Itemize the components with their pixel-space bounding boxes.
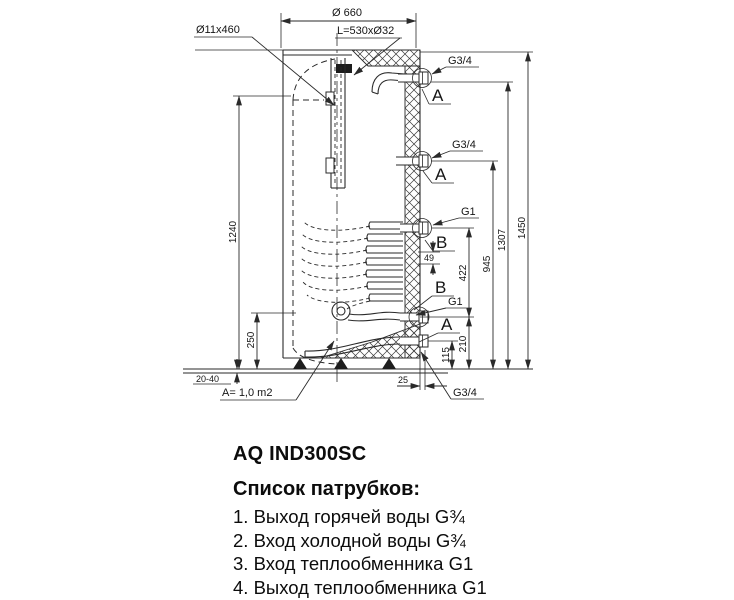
- port4-thread-label: G1: [448, 296, 463, 308]
- outlet-tube-label: L=530xØ32: [337, 25, 395, 37]
- heat-exchanger-coil: [301, 222, 403, 320]
- dim-port2-height: 945: [482, 255, 493, 273]
- coil-area-label: A= 1,0 m2: [222, 387, 273, 399]
- support-feet: [293, 358, 396, 369]
- port2-thread-label: G3/4: [452, 139, 476, 151]
- top-diameter-label: Ø 660: [332, 7, 362, 19]
- port5-view-label: A: [441, 315, 453, 334]
- dim-coil-bottom-height: 250: [246, 331, 257, 349]
- ground-lines: [183, 369, 533, 373]
- pipe-list-item-1: 1. Выход горячей воды G¾: [233, 506, 465, 527]
- left-dimensions: [193, 96, 334, 400]
- anode-dim-label: Ø11x460: [196, 24, 240, 36]
- pipe-list-item-3: 3. Вход теплообменника G1: [233, 553, 474, 574]
- pipe-list-item-4: 4. Выход теплообменника G1: [233, 576, 487, 598]
- port4-view-label: B: [435, 278, 447, 297]
- port1-view-label: A: [432, 86, 444, 105]
- port3-view-label: B: [436, 233, 448, 252]
- dim-port5-height: 115: [441, 347, 452, 363]
- anode-tube: [326, 58, 352, 188]
- port2-view-label: A: [435, 165, 447, 184]
- model-name: AQ IND300SC: [233, 443, 367, 465]
- dim-coil-pitch: 49: [424, 253, 435, 263]
- dim-port4-height: 210: [458, 335, 469, 353]
- pipe-list-title: Список патрубков:: [233, 478, 421, 500]
- port3-thread-label: G1: [461, 206, 476, 218]
- port-cold-water-inlet: [400, 335, 428, 347]
- dim-feet-range: 20-40: [196, 374, 220, 384]
- info-block: [233, 443, 487, 599]
- dim-total-height: 1450: [517, 216, 528, 240]
- dim-coil-span: 422: [458, 264, 469, 282]
- dim-bottom-offset: 25: [398, 375, 409, 385]
- tank-body: [195, 33, 420, 382]
- port1-thread-label: G3/4: [448, 55, 472, 67]
- pipe-list-item-2: 2. Вход холодной воды G¾: [233, 529, 466, 551]
- port5-thread-label: G3/4: [453, 387, 477, 399]
- dim-inner-height: 1240: [228, 220, 239, 244]
- pipe-list: [233, 505, 487, 599]
- port-hot-water-outlet: [398, 69, 432, 88]
- dim-port1-height: 1307: [497, 228, 508, 252]
